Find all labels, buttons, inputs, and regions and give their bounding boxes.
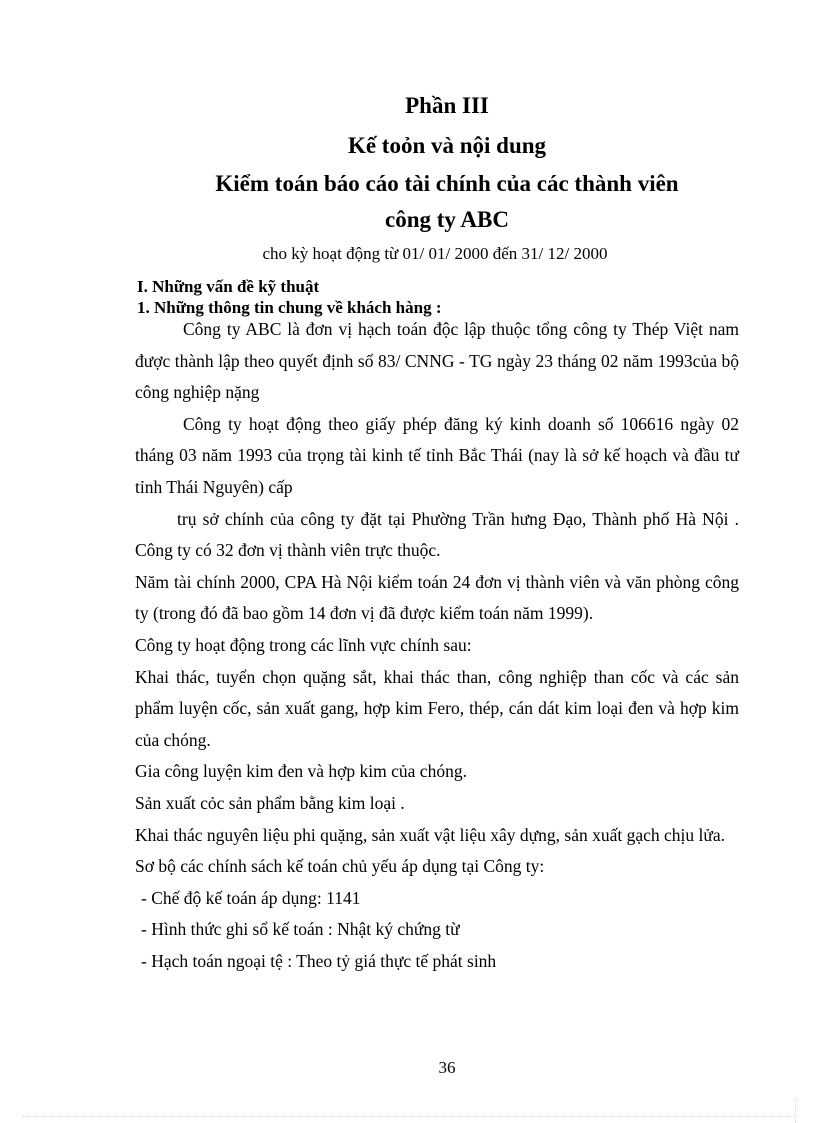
paragraph: Sản xuất cỏc sản phẩm bằng kim loại .: [135, 792, 405, 813]
title-line-3: Kiểm toán báo cáo tài chính của các thành viên: [215, 171, 679, 196]
list-item: - Hình thức ghi sổ kế toán : Nhật ký chứng từ: [141, 919, 460, 940]
paragraph: Công ty hoạt động theo giấy phép đăng ký kinh doanh số 106616 ngày 02 tháng 03 năm 1993 của trọng tài kinh tế tỉnh Bắc Thái (nay là sở kế hoạch và đầu tư tỉnh Thái Nguyên) cấp: [135, 413, 739, 497]
list-item: - Hạch toán ngoại tệ : Theo tỷ giá thực tế phát sinh: [141, 950, 497, 971]
part-title: Phần III: [405, 93, 489, 118]
paragraph: Khai thác, tuyển chọn quặng sắt, khai thác than, công nghiệp than cốc và các sản phẩm luyện cốc, sản xuất gang, hợp kim Fero, thép, cán dát kim loại đen và hợp kim của chóng.: [135, 666, 739, 750]
title-line-2: Kế toỏn và nội dung: [347, 133, 547, 158]
paragraph: trụ sở chính của công ty đặt tại Phường Trần hưng Đạo, Thành phố Hà Nội . Công ty có 32 đơn vị thành viên trực thuộc.: [135, 508, 739, 561]
title-line-4: công ty ABC: [385, 207, 509, 232]
paragraph: Gia công luyện kim đen và hợp kim của chóng.: [135, 761, 467, 782]
section-heading: I. Những vấn đề kỹ thuật: [137, 277, 320, 296]
page-number: 36: [438, 1058, 456, 1077]
paragraph: Năm tài chính 2000, CPA Hà Nội kiểm toán 24 đơn vị thành viên và văn phòng công ty (trong đó đã bao gồm 14 đơn vị đã được kiểm toán năm 1999).: [135, 571, 739, 624]
period-subtitle: cho kỳ hoạt động từ 01/ 01/ 2000 đến 31/ 12/ 2000: [262, 244, 608, 263]
body-text: [135, 314, 739, 977]
paragraph: Công ty ABC là đơn vị hạch toán độc lập thuộc tổng công ty Thép Việt nam được thành lập theo quyết định số 83/ CNNG - TG ngày 23 tháng 02 năm 1993của bộ công nghiệp nặng: [135, 319, 739, 403]
paragraph: Công ty hoạt động trong các lĩnh vực chính sau:: [135, 634, 472, 655]
side-divider: [795, 1098, 796, 1123]
paragraph: Khai thác nguyên liệu phi quặng, sản xuất vật liệu xây dựng, sản xuất gạch chịu lửa.: [135, 824, 725, 845]
footer-divider: [22, 1116, 794, 1117]
section-subheading: 1. Những thông tin chung về khách hàng :: [137, 298, 442, 317]
paragraph: Sơ bộ các chính sách kế toán chủ yếu áp dụng tại Công ty:: [135, 856, 545, 877]
list-item: - Chế độ kế toán áp dụng: 1141: [141, 887, 361, 908]
